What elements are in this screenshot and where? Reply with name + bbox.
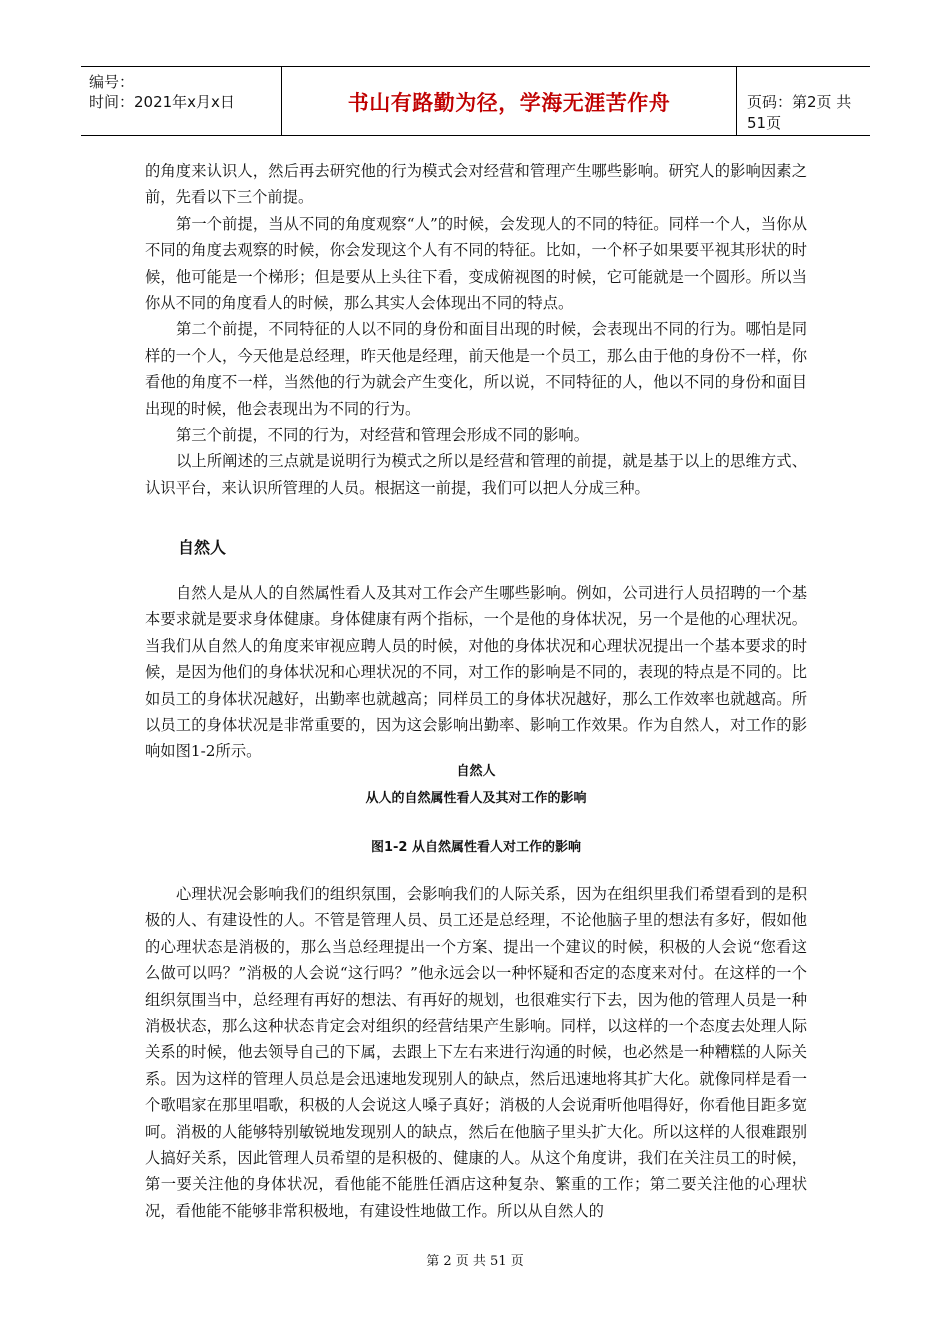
paragraph: 心理状况会影响我们的组织氛围，会影响我们的人际关系，因为在组织里我们希望看到的是积极的人、有建设性的人。不管是管理人员、员工还是总经理，不论他脑子里的想法有多好，假如他的心理状态是消极的，那么当总经理提出一个方案、提出一个建议的时候，积极的人会说“您看这么做可以吗？”消极的人会说“这行吗？”他永远会以一种怀疑和否定的态度来对付。在这样的一个组织氛围当中，总经理有再好的想法、有再好的规划，也很难实行下去，因为他的管理人员是一种消极状态，那么这种状态肯定会对组织的经营结果产生影响。同样，以这样的一个态度去处理人际关系的时候，他去领导自己的下属，去跟上下左右来进行沟通的时候，也必然是一种糟糕的人际关系。因为这样的管理人员总是会迅速地发现别人的缺点，然后迅速地将其扩大化。就像同样是看一个歌唱家在那里唱歌，积极的人会说这人嗓子真好；消极的人会说甭听他唱得好，你看他目距多宽呵。消极的人能够特别敏锐地发现别人的缺点，然后在他脑子里头扩大化。所以这样的人很难跟别人搞好关系，因此管理人员希望的是积极的、健康的人。从这个角度讲，我们在关注员工的时候，第一要关注他的身体状况，看他能不能胜任酒店这种复杂、繁重的工作；第二要关注他的心理状况，看他能不能够非常积极地，有建设性地做工作。所以从自然人的 [145, 885, 807, 1220]
header-motto: 书山有路勤为径，学海无涯苦作舟 [347, 91, 671, 115]
paragraph: 第三个前提，不同的行为，对经营和管理会形成不同的影响。 [176, 426, 590, 445]
header-page-info: 页码：第2页 共51页 [747, 93, 852, 132]
paragraph: 第二个前提，不同特征的人以不同的身份和面目出现的时候，会表现出不同的行为。哪怕是同样的一个人，今天他是总经理，昨天他是经理，前天他是一个员工，那么由于他的身份不一样，你看他的角度不一样，当然他的行为就会产生变化，所以说，不同特征的人，他以不同的身份和面目出现的时候，他会表现出为不同的行为。 [145, 320, 807, 418]
figure-caption: 图1-2 从自然属性看人对工作的影响 [370, 840, 581, 855]
paragraph: 以上所阐述的三点就是说明行为模式之所以是经营和管理的前提，就是基于以上的思维方式、认识平台，来认识所管理的人员。根据这一前提，我们可以把人分成三种。 [145, 452, 807, 497]
page-footer: 第 2 页 共 51 页 [426, 1254, 524, 1269]
figure-line-2: 从人的自然属性看人及其对工作的影响 [365, 791, 587, 806]
section-heading: 自然人 [178, 538, 227, 557]
body-text-bottom [145, 881, 807, 1224]
paragraph: 的角度来认识人，然后再去研究他的行为模式会对经营和管理产生哪些影响。研究人的影响因素之前，先看以下三个前提。 [145, 162, 807, 207]
header-meta-cell [81, 67, 281, 135]
document-date-label: 时间：2021年x月x日 [89, 93, 235, 111]
header-page-cell [735, 67, 870, 135]
document-header [81, 66, 870, 136]
body-text-top [145, 158, 807, 501]
body-text-mid [145, 580, 807, 765]
figure-line-1: 自然人 [456, 764, 496, 779]
document-number-label: 编号： [89, 73, 135, 91]
paragraph: 自然人是从人的自然属性看人及其对工作会产生哪些影响。例如，公司进行人员招聘的一个基本要求就是要求身体健康。身体健康有两个指标，一个是他的身体状况，另一个是他的心理状况。当我们从自然人的角度来审视应聘人员的时候，对他的身体状况和心理状况提出一个基本要求的时候，是因为他们的身体状况和心理状况的不同，对工作的影响是不同的，表现的特点是不同的。比如员工的身体状况越好，出勤率也就越高；同样员工的身体状况越好，那么工作效率也就越高。所以员工的身体状况是非常重要的，因为这会影响出勤率、影响工作效果。作为自然人，对工作的影响如图1-2所示。 [145, 584, 807, 761]
paragraph: 第一个前提，当从不同的角度观察“人”的时候，会发现人的不同的特征。同样一个人，当你从不同的角度去观察的时候，你会发现这个人有不同的特征。比如，一个杯子如果要平视其形状的时候，他可能是一个梯形；但是要从上头往下看，变成俯视图的时候，它可能就是一个圆形。所以当你从不同的角度看人的时候，那么其实人会体现出不同的特点。 [145, 214, 807, 313]
header-motto-cell [281, 67, 737, 135]
